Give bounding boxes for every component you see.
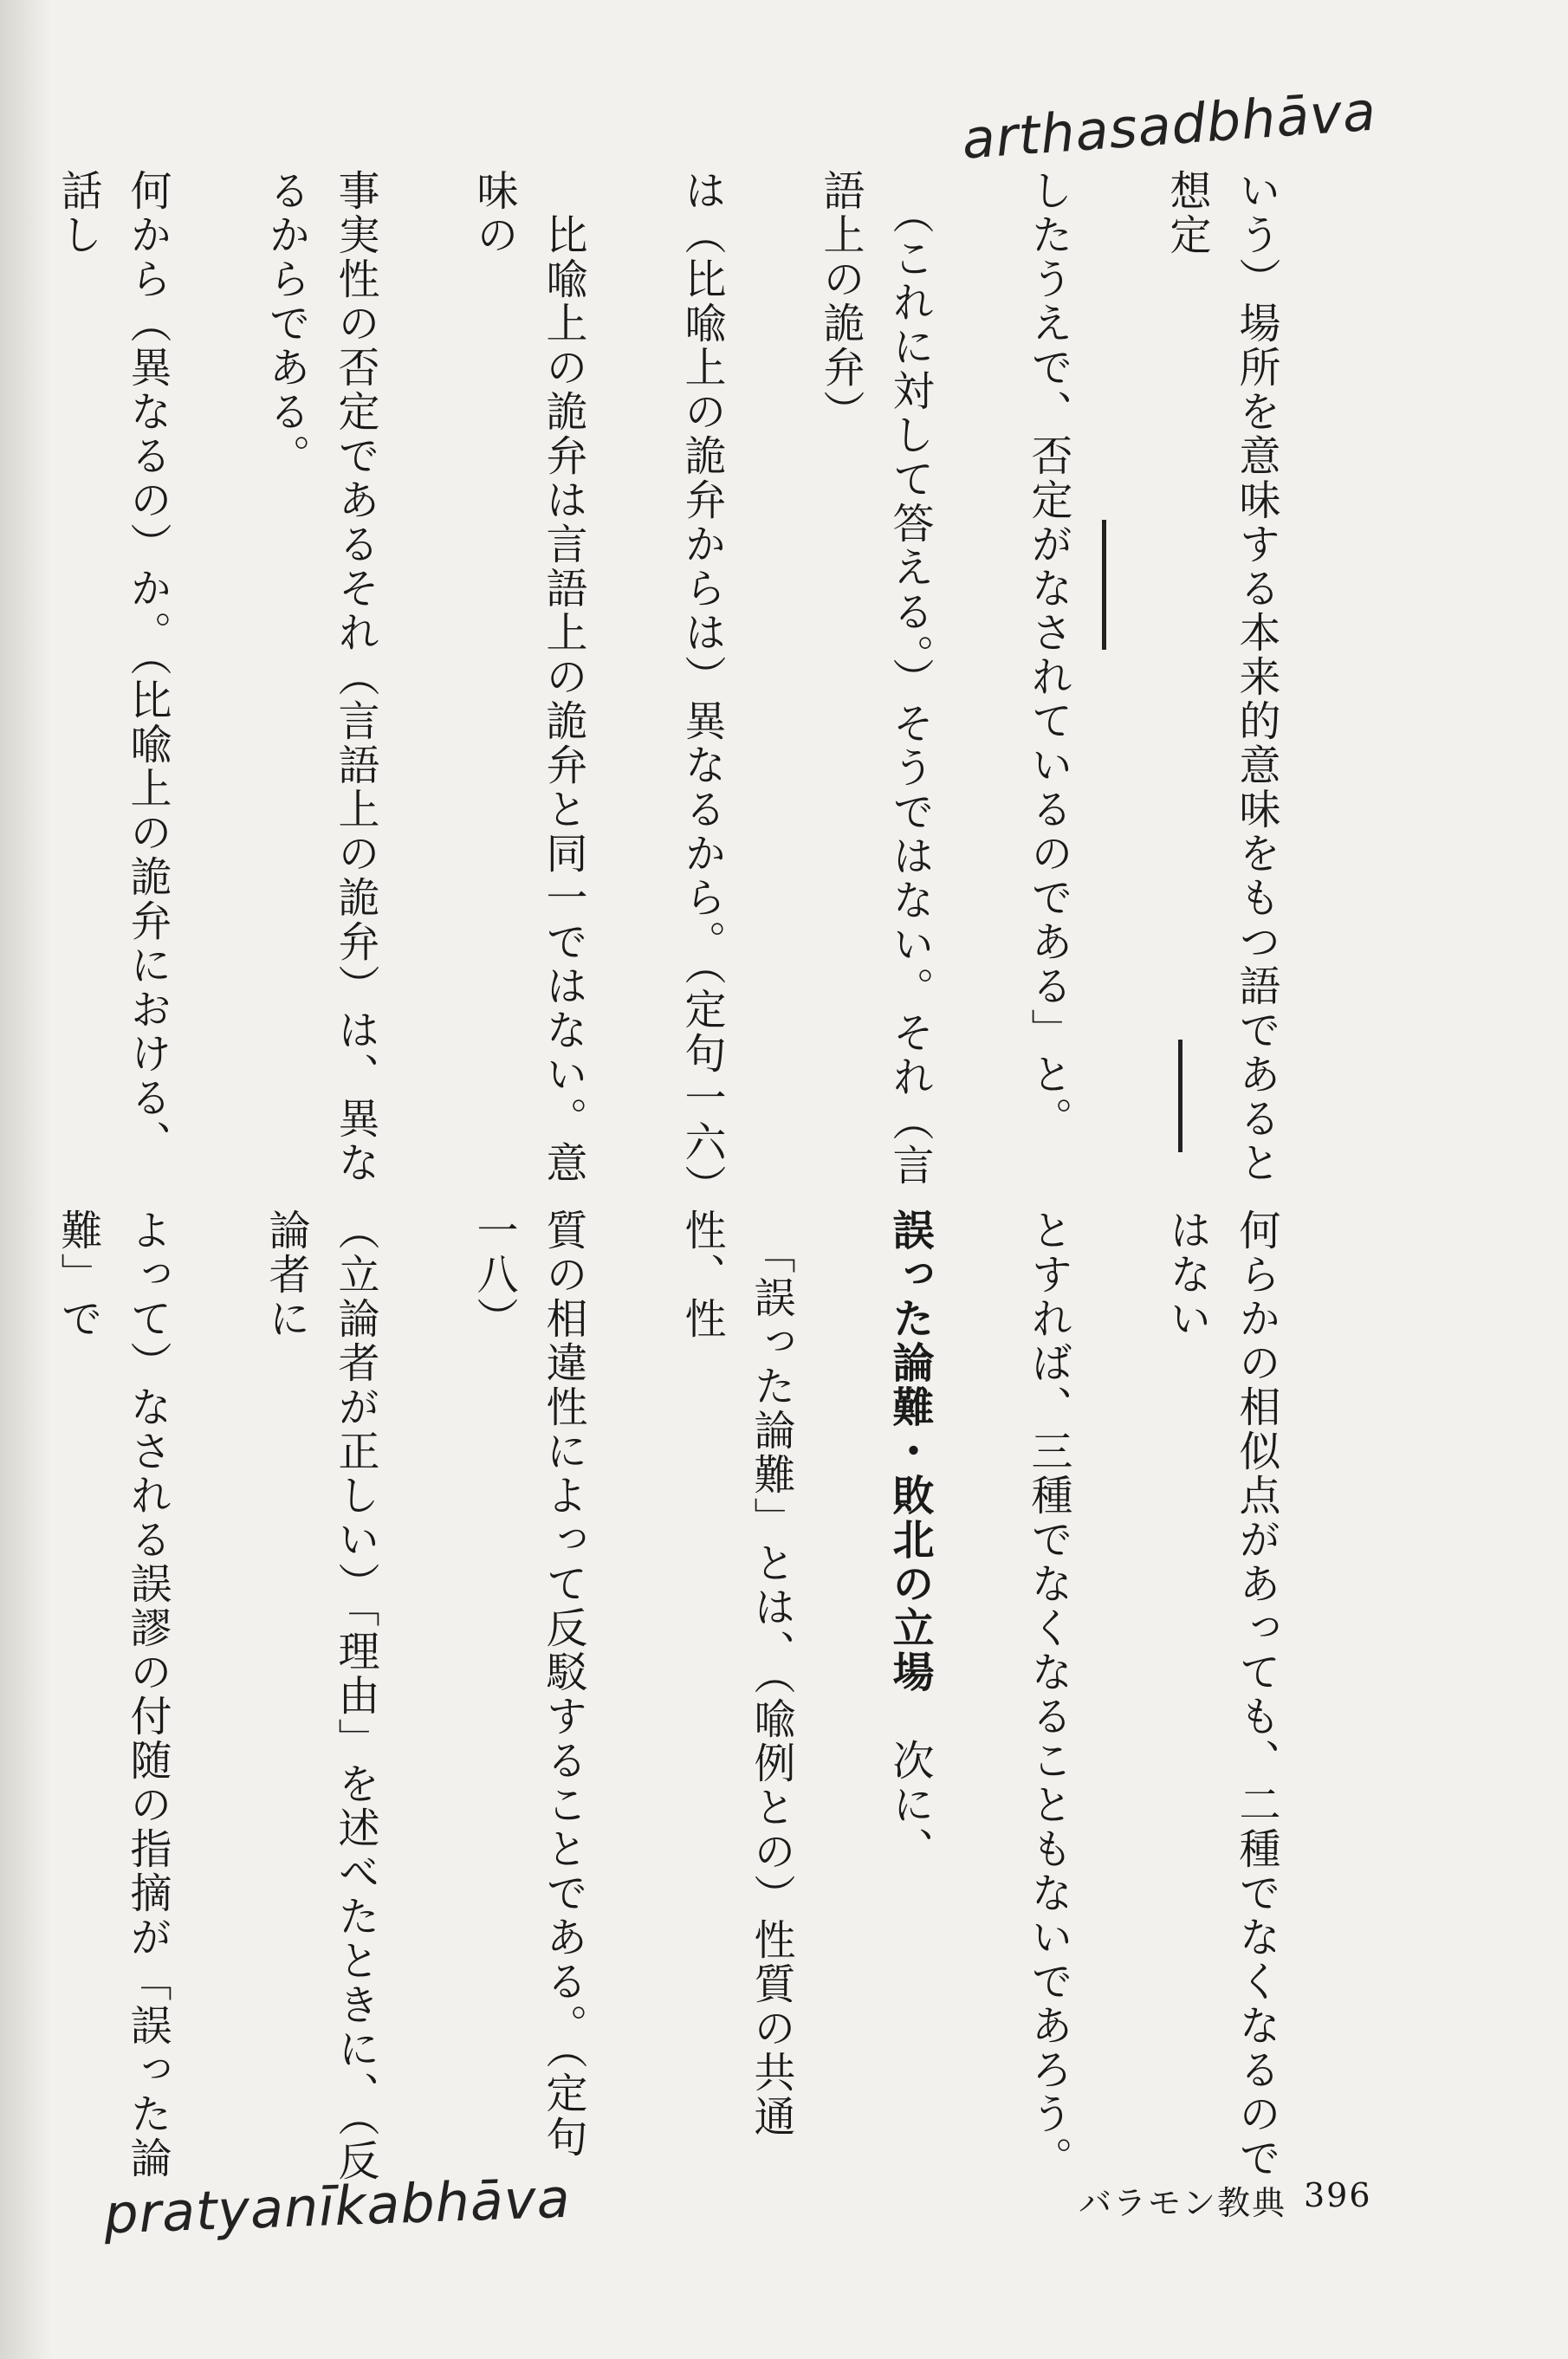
text-line: 「誤った論難」とは、（喩例との）性質の共通性、性	[677, 1209, 795, 2139]
text-line: 比喩上の詭弁は言語上の詭弁と同一ではない。意味の	[470, 169, 587, 1185]
text-line: 質の相違性によって反駁することである。（定句一八）	[470, 1209, 587, 2160]
text-block-bottom	[54, 1209, 1360, 2187]
running-head: バラモン教典	[1079, 2184, 1287, 2222]
text-line: いう）場所を意味する本来的意味をもつ語であると想定	[1163, 169, 1280, 1185]
text-line: （立論者が正しい）「理由」を述べたときに、（反論者に	[262, 1209, 379, 2183]
text-line: よって）なされる誤謬の付随の指摘が「誤った論難」で	[54, 1209, 172, 2181]
text-line: は（比喩上の詭弁からは）異なるから。（定句一六）	[677, 169, 726, 1209]
text-line: したうえで、否定がなされているのである」と。	[1024, 169, 1072, 1141]
text-line: （これに対して答える。）そうではない。それ（言語上の詭弁）	[816, 169, 934, 1188]
text-line: 誤った論難・敗北の立場 次に、	[885, 1209, 934, 1871]
text-line: 何らかの相似点があっても、二種でなくなるのではない	[1163, 1209, 1280, 2181]
text-block-top	[54, 169, 1360, 1209]
text-line: 事実性の否定であるそれ（言語上の詭弁）は、異なるからである。	[262, 169, 379, 1185]
handwritten-annotation-bottom: pratyanīkabhāva	[102, 2166, 572, 2246]
text-line: 何から（異なるの）か。（比喩上の詭弁における、話し	[54, 169, 172, 1164]
section-heading: 誤った論難・敗北の立場	[885, 1209, 934, 1695]
text-line: とすれば、三種でなくなることもないであろう。	[1024, 1209, 1072, 2181]
page-number: 396	[1304, 2176, 1372, 2214]
handwritten-annotation-top: arthasadbhāva	[960, 79, 1379, 172]
